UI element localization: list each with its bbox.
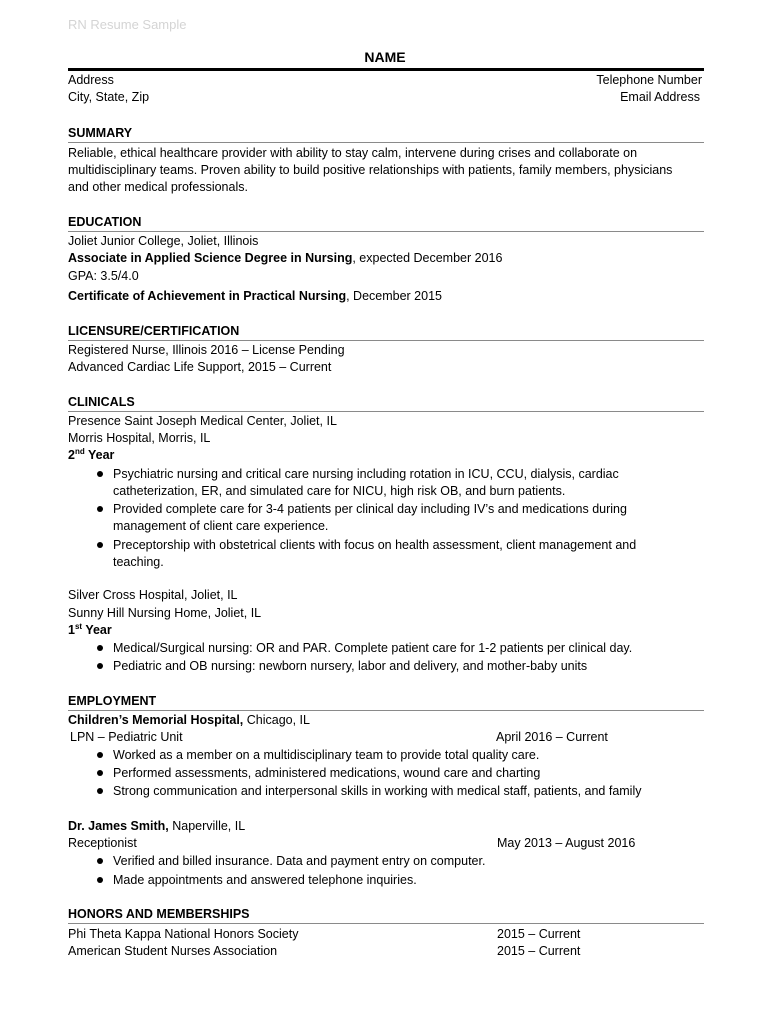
job-dates: April 2016 – Current [496, 730, 608, 744]
employer: Children’s Memorial Hospital, Chicago, IL [68, 713, 310, 727]
license-item: Registered Nurse, Illinois 2016 – License Pending [68, 343, 345, 357]
employment-rule [68, 710, 704, 711]
resume-name: NAME [364, 49, 406, 65]
clinical-bullet-cont: catheterization, ER, and simulated care for NICU, high risk OB, and burn patients. [113, 484, 566, 498]
job-title: Receptionist [68, 836, 137, 850]
honors-rule [68, 923, 704, 924]
employment-heading: EMPLOYMENT [68, 694, 157, 708]
licensure-heading: LICENSURE/CERTIFICATION [68, 324, 240, 338]
clinicals-rule [68, 411, 704, 412]
job-title: LPN – Pediatric Unit [70, 730, 183, 744]
license-item: Advanced Cardiac Life Support, 2015 – Current [68, 360, 332, 374]
licensure-rule [68, 340, 704, 341]
clinical-bullet: Medical/Surgical nursing: OR and PAR. Complete patient care for 1-2 patients per clinical day. [113, 641, 633, 655]
clinical-year: 1st Year [68, 621, 112, 637]
education-certificate [68, 288, 442, 305]
education-rule [68, 231, 704, 232]
employer: Dr. James Smith, Naperville, IL [68, 819, 246, 833]
bullet-icon [97, 663, 103, 669]
bullet-icon [97, 542, 103, 548]
job-bullet: Verified and billed insurance. Data and payment entry on computer. [113, 854, 486, 868]
summary-rule [68, 142, 704, 143]
clinicals-heading: CLINICALS [68, 395, 135, 409]
bullet-icon [97, 752, 103, 758]
degree-date: , expected December 2016 [352, 251, 503, 265]
header-rule [68, 68, 704, 71]
job-bullet: Performed assessments, administered medications, wound care and charting [113, 766, 541, 780]
summary-heading: SUMMARY [68, 126, 133, 140]
clinical-bullet-cont: management of client care experience. [113, 519, 329, 533]
job-bullet: Strong communication and interpersonal skills in working with medical staff, patients, and family [113, 784, 642, 798]
job-dates: May 2013 – August 2016 [497, 836, 636, 850]
bullet-icon [97, 788, 103, 794]
education-heading: EDUCATION [68, 215, 142, 229]
clinical-bullet: Psychiatric nursing and critical care nursing including rotation in ICU, CCU, dialysis, cardiac [113, 467, 619, 481]
education-gpa: GPA: 3.5/4.0 [68, 269, 139, 283]
bullet-icon [97, 506, 103, 512]
clinical-site: Morris Hospital, Morris, IL [68, 431, 211, 445]
job-bullet: Made appointments and answered telephone inquiries. [113, 873, 417, 887]
summary-line: multidisciplinary teams. Proven ability to build positive relationships with patients, family members, physicians [68, 163, 673, 177]
clinical-site: Silver Cross Hospital, Joliet, IL [68, 588, 238, 602]
honor-name: Phi Theta Kappa National Honors Society [68, 927, 299, 941]
city-state-zip: City, State, Zip [68, 90, 150, 104]
bullet-icon [97, 877, 103, 883]
certificate-name: Certificate of Achievement in Practical Nursing [68, 289, 347, 303]
certificate-date: , December 2015 [346, 289, 442, 303]
clinical-bullet: Provided complete care for 3-4 patients per clinical day including IV’s and medications during [113, 502, 627, 516]
watermark: RN Resume Sample [68, 17, 187, 32]
bullet-icon [97, 645, 103, 651]
telephone-number: Telephone Number [596, 73, 702, 87]
clinical-year: 2nd Year [68, 446, 115, 462]
honor-dates: 2015 – Current [497, 927, 581, 941]
job-bullet: Worked as a member on a multidisciplinary team to provide total quality care. [113, 748, 540, 762]
email-address: Email Address [620, 90, 700, 104]
summary-line: and other medical professionals. [68, 180, 248, 194]
address: Address [68, 73, 114, 87]
clinical-bullet: Pediatric and OB nursing: newborn nursery, labor and delivery, and mother-baby units [113, 659, 588, 673]
honor-name: American Student Nurses Association [68, 944, 278, 958]
degree-name: Associate in Applied Science Degree in Nursing [68, 251, 353, 265]
clinical-site: Sunny Hill Nursing Home, Joliet, IL [68, 606, 262, 620]
bullet-icon [97, 471, 103, 477]
education-school: Joliet Junior College, Joliet, Illinois [68, 234, 259, 248]
honor-dates: 2015 – Current [497, 944, 581, 958]
clinical-bullet-cont: teaching. [113, 555, 164, 569]
clinical-site: Presence Saint Joseph Medical Center, Joliet, IL [68, 414, 337, 428]
bullet-icon [97, 858, 103, 864]
bullet-icon [97, 770, 103, 776]
honors-heading: HONORS AND MEMBERSHIPS [68, 907, 250, 921]
clinical-bullet: Preceptorship with obstetrical clients with focus on health assessment, client management and [113, 538, 637, 552]
summary-line: Reliable, ethical healthcare provider with ability to stay calm, intervene during crises and collaborate on [68, 146, 638, 160]
education-degree [68, 250, 502, 267]
